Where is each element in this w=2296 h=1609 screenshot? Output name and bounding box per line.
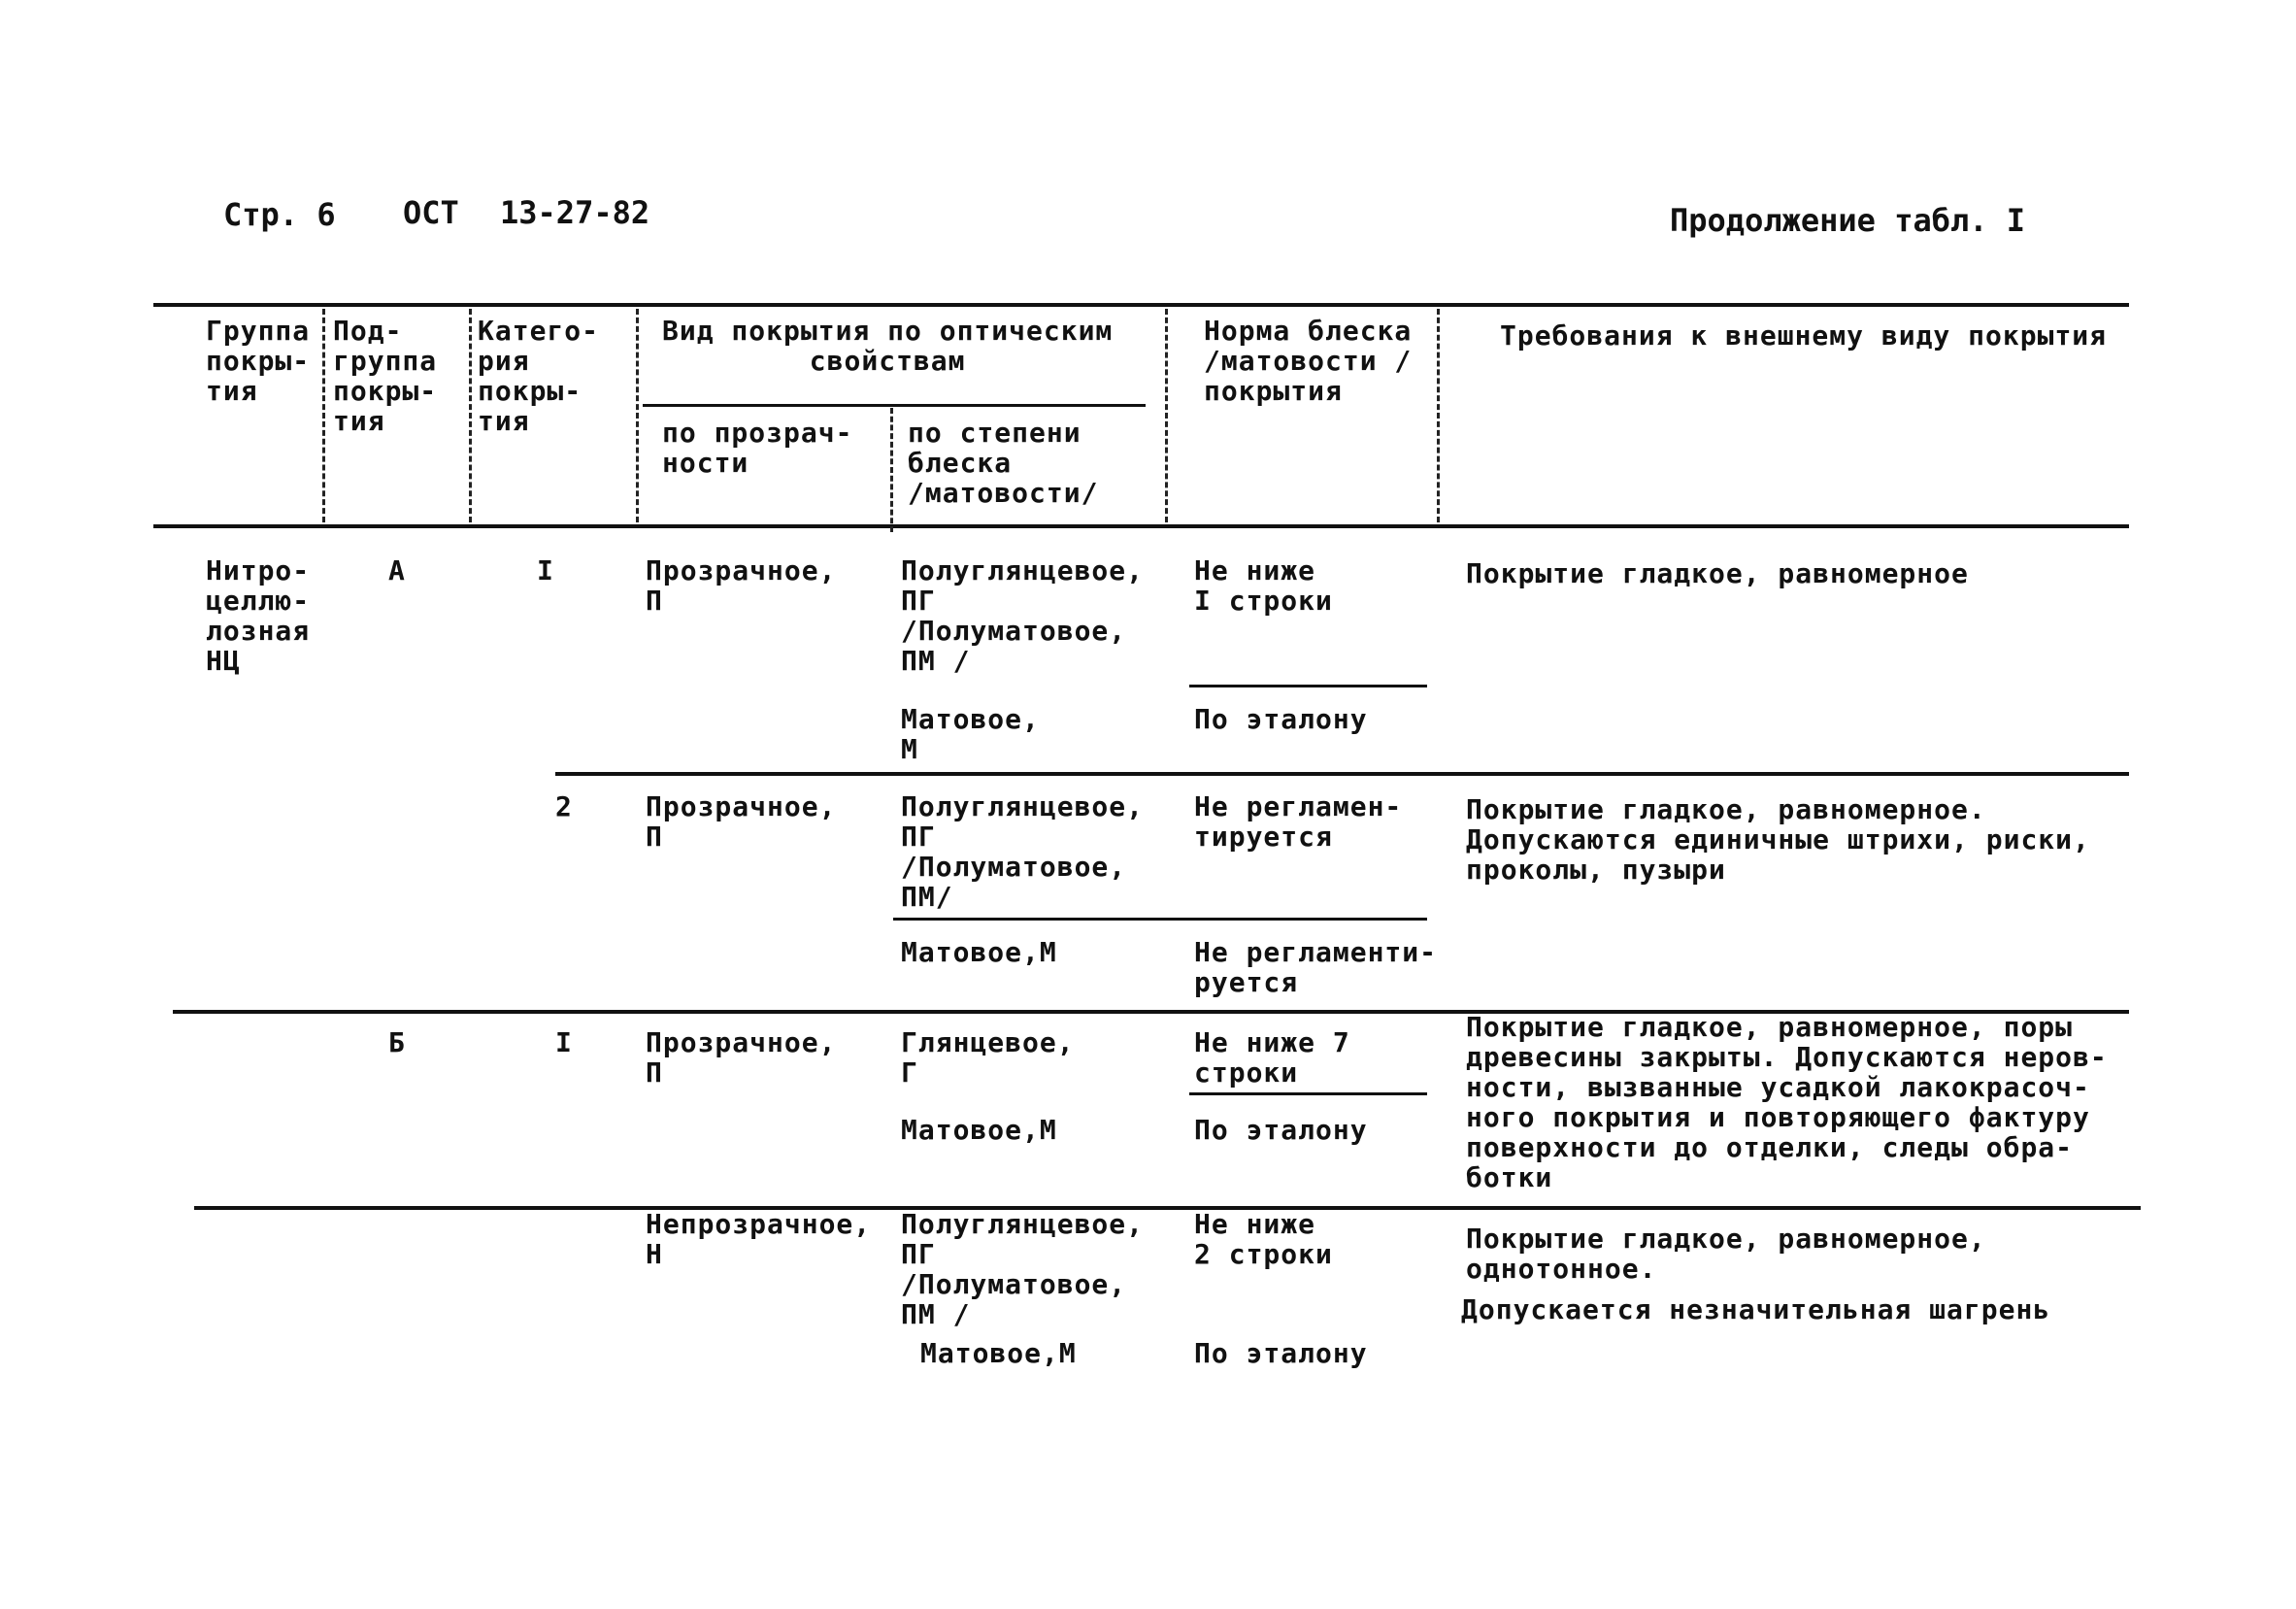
norm-cell: Не ниже 2 строки — [1194, 1208, 1333, 1270]
column-divider — [1437, 309, 1440, 522]
column-header-requirements: Требования к внешнему виду покрытия — [1500, 319, 2108, 352]
gloss-cell: Матовое,М — [901, 1114, 1057, 1146]
column-header-optical: Вид покрытия по оптическим свойствам — [662, 315, 1114, 377]
gloss-cell: Матовое,М — [920, 1337, 1077, 1369]
norm-cell: По эталону — [1194, 1337, 1368, 1369]
gloss-cell: Полуглянцевое, ПГ /Полуматовое, ПМ/ — [901, 790, 1145, 913]
subgroup-cell: Б — [388, 1026, 406, 1058]
row-divider — [893, 918, 1427, 921]
category-cell: 2 — [555, 790, 573, 822]
column-header-gloss: по степени блеска /матовости/ — [908, 417, 1099, 509]
gloss-cell: Матовое,М — [901, 936, 1057, 968]
transparency-cell: Непрозрачное, Н — [646, 1208, 872, 1270]
requirements-cell: Допускается незначительная шагрень — [1461, 1293, 2051, 1325]
standard-label: ОСТ — [403, 194, 459, 231]
requirements-cell: Покрытие гладкое, равномерное, поры древесины закрыты. Допускаются неров- ности, вызванные усадкой лакокрасоч- ного покрытия и повторяющего фактуру поверхности до отделки, следы обра- ботки — [1466, 1011, 2108, 1193]
column-header-transparency: по прозрач- ности — [662, 417, 853, 479]
norm-cell: Не ниже 7 строки — [1194, 1026, 1350, 1089]
table-top-rule — [153, 303, 2129, 307]
row-divider — [555, 772, 2129, 776]
column-divider — [469, 309, 472, 522]
column-divider — [1165, 309, 1168, 522]
category-cell: I — [555, 1026, 573, 1058]
column-divider — [636, 309, 639, 522]
standard-number: 13-27-82 — [500, 194, 650, 231]
gloss-cell: Глянцевое, Г — [901, 1026, 1075, 1089]
norm-cell: По эталону — [1194, 703, 1368, 735]
row-divider — [1189, 1092, 1427, 1095]
norm-cell: Не регламен- тируется — [1194, 790, 1403, 853]
column-header-category: Катего- рия покры- тия — [478, 315, 600, 437]
row-divider — [194, 1206, 2141, 1210]
optical-subheader-rule — [643, 404, 1146, 407]
column-header-group: Группа покры- тия — [206, 315, 311, 407]
transparency-cell: Прозрачное, П — [646, 1026, 837, 1089]
table-continuation: Продолжение табл. I — [1670, 202, 2026, 239]
header-bottom-rule — [153, 524, 2129, 528]
category-cell: I — [537, 554, 554, 587]
group-cell: Нитро- целлю- лозная НЦ — [206, 554, 311, 677]
column-divider — [890, 408, 893, 532]
column-header-norm: Норма блеска /матовости / покрытия — [1204, 315, 1413, 407]
transparency-cell: Прозрачное, П — [646, 554, 837, 617]
gloss-cell: Матовое, М — [901, 703, 1040, 765]
subgroup-cell: А — [388, 554, 406, 587]
row-divider — [1189, 685, 1427, 687]
column-divider — [322, 309, 325, 522]
requirements-cell: Покрытие гладкое, равномерное, однотонное. — [1466, 1223, 1986, 1285]
requirements-cell: Покрытие гладкое, равномерное. Допускаются единичные штрихи, риски, проколы, пузыри — [1466, 793, 2090, 886]
requirements-cell: Покрытие гладкое, равномерное — [1466, 557, 1969, 589]
gloss-cell: Полуглянцевое, ПГ /Полуматовое, ПМ / — [901, 554, 1145, 677]
norm-cell: Не регламенти- руется — [1194, 936, 1438, 998]
transparency-cell: Прозрачное, П — [646, 790, 837, 853]
norm-cell: Не ниже I строки — [1194, 554, 1333, 617]
column-header-subgroup: Под- группа покры- тия — [333, 315, 438, 437]
norm-cell: По эталону — [1194, 1114, 1368, 1146]
gloss-cell: Полуглянцевое, ПГ /Полуматовое, ПМ / — [901, 1208, 1145, 1330]
page-number: Стр. 6 — [223, 196, 336, 233]
